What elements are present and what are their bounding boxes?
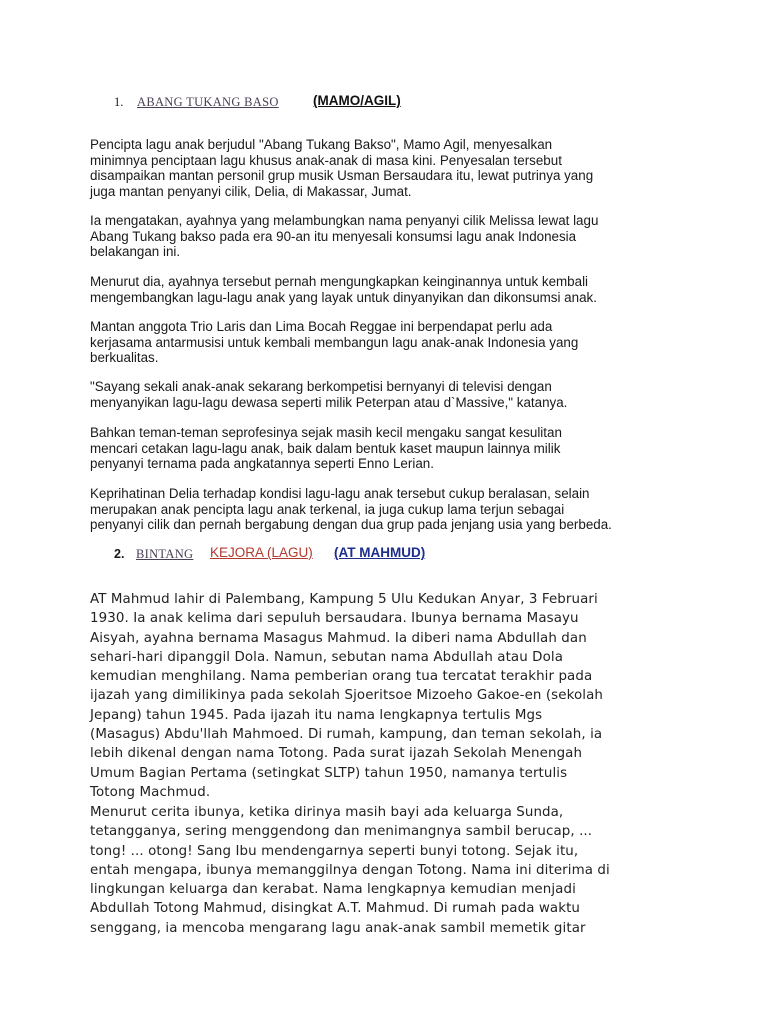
text-line: 1930. Ia anak kelima dari sepuluh bersaudara. Ibunya bernama Masayu (90, 611, 579, 627)
text-line: merupakan anak pencipta lagu anak terkenal, ia juga cukup lama terjun sebagai (90, 501, 565, 517)
text-line: senggang, ia mencoba mengarang lagu anak-anak sambil memetik gitar (90, 920, 586, 936)
text-line: Totong Machmud. (90, 784, 211, 800)
text-line: mencari cetakan lagu-lagu anak, baik dalam bentuk kaset maupun lainnya milik (90, 440, 561, 456)
text-line: disampaikan mantan personil grup musik Usman Bersaudara itu, lewat putrinya yang (90, 168, 594, 183)
text-line: kerjasama antarmusisi untuk kembali membangun lagu anak-anak Indonesia yang (90, 334, 579, 350)
text-line: Aisyah, ayahna bernama Masagus Mahmud. Ia diberi nama Abdullah dan (90, 630, 587, 646)
section-2-author: (AT MAHMUD) (334, 545, 426, 560)
text-line: Menurut cerita ibunya, ketika dirinya masih bayi ada keluarga Sunda, (90, 805, 564, 820)
text-line: lingkungan keluarga dan kerabat. Nama lengkapnya kemudian menjadi (90, 882, 576, 898)
section-1-paragraph (90, 319, 690, 366)
section-1-number: 1. (114, 95, 124, 109)
text-line: Keprihatinan Delia terhadap kondisi lagu-lagu anak tersebut cukup beralasan, selain (90, 486, 590, 501)
section-2-paragraph (90, 803, 690, 938)
text-line: Abang Tukang bakso pada era 90-an itu menyesali konsumsi lagu anak Indonesia (90, 228, 577, 244)
text-line: sehari-hari dipanggil Dola. Namun, sebutan nama Abdullah atau Dola (90, 649, 564, 665)
text-line: penyanyi cilik dan pernah bergabung dengan dua grup pada jenjang usia yang berbeda. (90, 517, 612, 532)
text-line: Ia mengatakan, ayahnya yang melambungkan nama penyanyi cilik Melissa lewat lagu (90, 213, 599, 228)
text-line: menyanyikan lagu-lagu dewasa seperti milik Peterpan atau d`Massive," katanya. (90, 394, 568, 410)
text-line: entah mengapa, ibunya memanggilnya dengan Totong. Nama ini diterima di (90, 862, 610, 878)
section-1-paragraph (90, 486, 690, 533)
text-line: Jepang) tahun 1945. Pada ijazah itu nama lengkapnya tertulis Mgs (90, 707, 543, 723)
text-line: ijazah yang dimilikinya pada sekolah Sjoeritsoe Mizoeho Gakoe-en (sekolah (90, 688, 603, 704)
text-line: Mantan anggota Trio Laris dan Lima Bocah Reggae ini berpendapat perlu ada (90, 319, 553, 334)
section-2-song-title: KEJORA (LAGU) (210, 545, 313, 560)
text-line: kemudian menghilang. Nama pemberian orang tua tercatat terakhir pada (90, 669, 593, 685)
text-line: Umum Bagian Pertama (setingkat SLTP) tahun 1950, namanya tertulis (90, 765, 568, 781)
text-line: Menurut dia, ayahnya tersebut pernah mengungkapkan keinginannya untuk kembali (90, 274, 589, 289)
text-line: (Masagus) Abdu'llah Mahmoed. Di rumah, kampung, dan teman sekolah, ia (90, 727, 603, 743)
section-1-author: (MAMO/AGIL) (313, 93, 401, 108)
section-1-paragraph (90, 425, 690, 472)
section-2-title-prefix: BINTANG (136, 547, 194, 561)
text-line: AT Mahmud lahir di Palembang, Kampung 5 Ulu Kedukan Anyar, 3 Februari (90, 592, 598, 607)
text-line: "Sayang sekali anak-anak sekarang berkompetisi bernyanyi di televisi dengan (90, 379, 552, 394)
text-line: juga mantan penyanyi cilik, Delia, di Makassar, Jumat. (90, 183, 412, 199)
section-1-paragraph (90, 274, 690, 305)
text-line: mengembangkan lagu-lagu anak yang layak untuk dinyanyikan dan dikonsumsi anak. (90, 289, 597, 305)
section-2-number: 2. (114, 547, 125, 561)
text-line: tong! ... otong! Sang Ibu mendengarnya seperti bunyi totong. Sejak itu, (90, 843, 579, 859)
section-1-paragraph (90, 213, 690, 260)
text-line: belakangan ini. (90, 244, 181, 259)
section-1-paragraph (90, 137, 690, 199)
section-2-paragraph (90, 590, 690, 802)
text-line: Pencipta lagu anak berjudul "Abang Tukang Bakso", Mamo Agil, menyesalkan (90, 137, 553, 152)
text-line: Bahkan teman-teman seprofesinya sejak masih kecil mengaku sangat kesulitan (90, 425, 562, 440)
text-line: Abdullah Totong Mahmud, disingkat A.T. Mahmud. Di rumah pada waktu (90, 901, 581, 917)
text-line: penyanyi ternama pada angkatannya seperti Enno Lerian. (90, 456, 434, 471)
text-line: minimnya penciptaan lagu khusus anak-anak di masa kini. Penyesalan tersebut (90, 152, 562, 168)
text-line: berkualitas. (90, 350, 159, 365)
text-line: tetangganya, sering menggendong dan menimangnya sambil berucap, ... (90, 824, 593, 840)
text-line: lebih dikenal dengan nama Totong. Pada surat ijazah Sekolah Menengah (90, 746, 583, 762)
section-1-paragraph (90, 379, 690, 410)
section-1-title: ABANG TUKANG BASO (137, 95, 279, 109)
